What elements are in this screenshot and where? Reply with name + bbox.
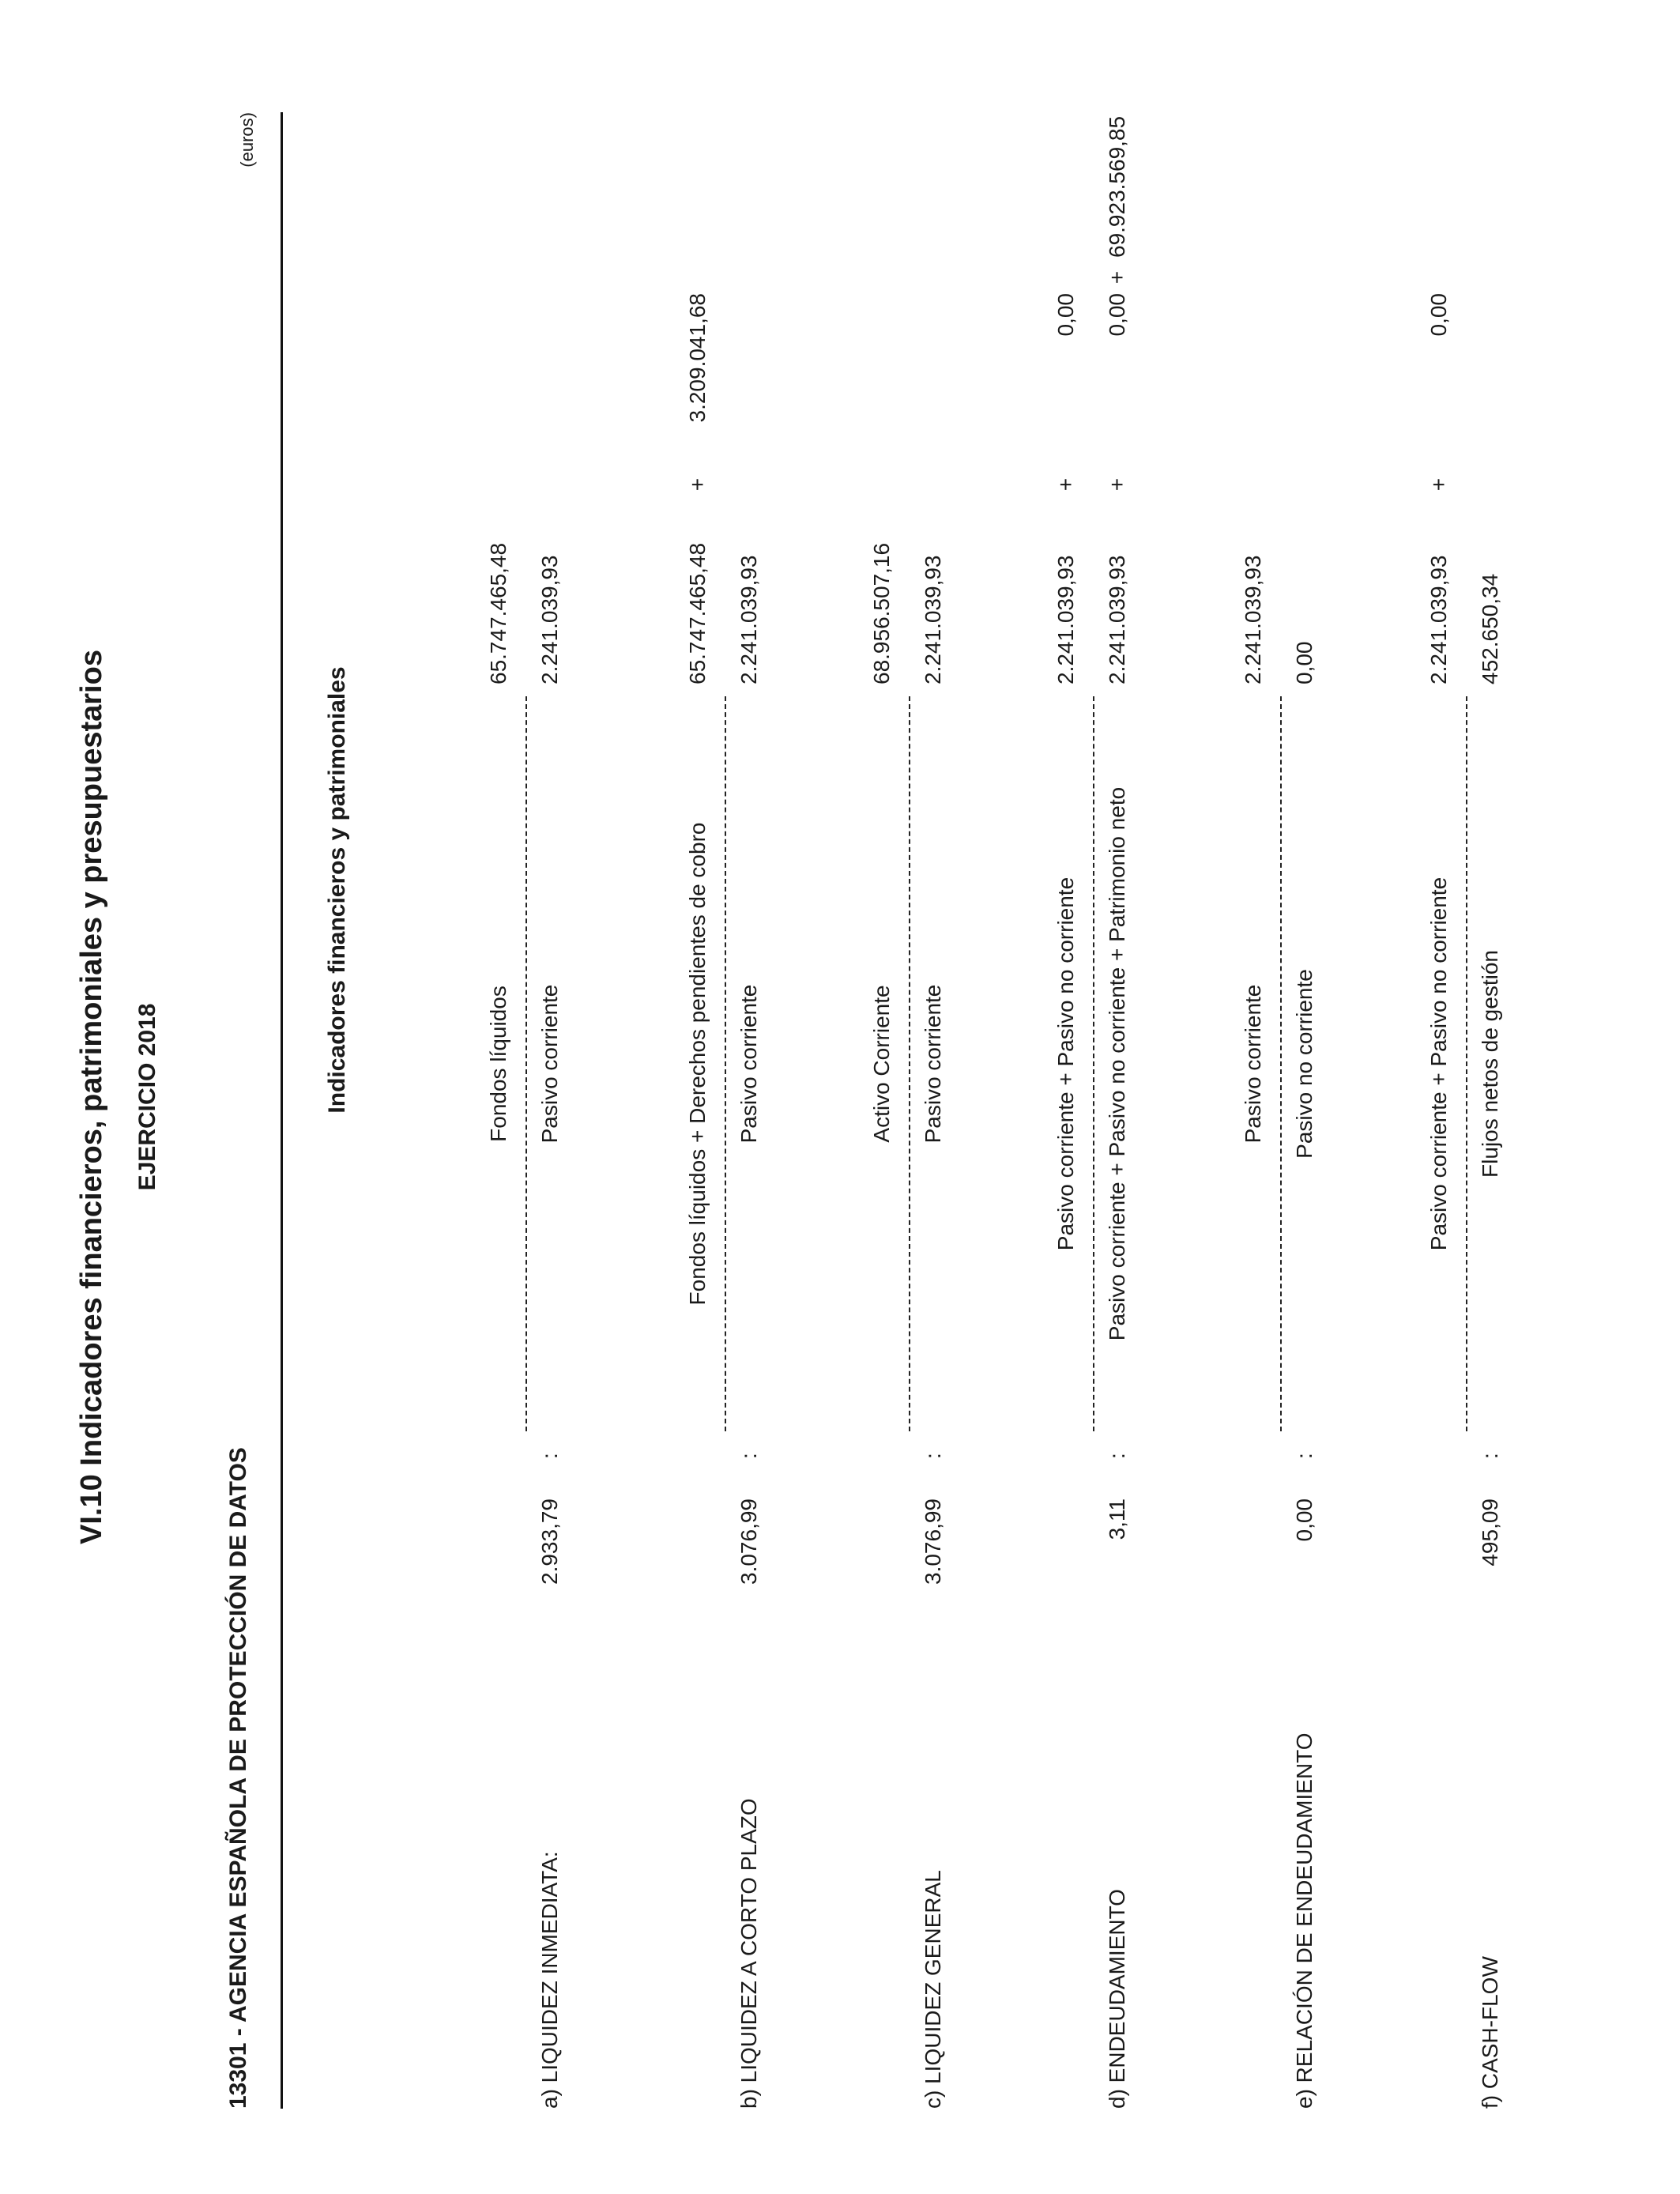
numerator-value: 65.747.465,48 [486,542,510,684]
formula-denominator: Pasivo corriente [736,984,761,1144]
denominator-value: 0,00 [1292,641,1317,684]
numerator-value: 65.747.465,48 [685,542,710,684]
indicator-value: 2.933,79 [537,1498,562,1585]
formula-numerator: Activo Corriente [869,985,894,1143]
document-title: VI.10 Indicadores financieros, patrimoniales y presupuestarios [75,650,108,1544]
fraction-line [725,696,726,1431]
header-rule [281,112,283,2109]
denominator-plus-2: + [1105,270,1129,285]
separator-colon: : [736,1453,761,1459]
formula-numerator: Fondos líquidos + Derechos pendientes de cobro [685,822,710,1306]
formula-denominator: Pasivo corriente + Pasivo no corriente + Patrimonio neto [1105,786,1129,1341]
denominator-value: 452.650,34 [1478,573,1502,684]
denominator-value: 2.241.039,93 [537,555,562,684]
formula-denominator: Pasivo no corriente [1292,969,1317,1159]
separator-colon: : [1292,1453,1317,1459]
denominator-plus: + [1105,477,1129,492]
numerator-value: 2.241.039,93 [1241,555,1265,684]
numerator-value: 68.956.507,16 [869,542,894,684]
indicator-value: 3.076,99 [921,1498,945,1585]
denominator-value: 2.241.039,93 [1105,555,1129,684]
numerator-plus: + [1053,477,1078,492]
numerator-value: 2.241.039,93 [1053,555,1078,684]
numerator-value: 2.241.039,93 [1426,555,1451,684]
indicator-value: 3,11 [1105,1498,1129,1540]
indicator-value: 3.076,99 [736,1498,761,1585]
denominator-value: 2.241.039,93 [921,555,945,684]
denominator-value: 2.241.039,93 [736,555,761,684]
indicator-label: a) LIQUIDEZ INMEDIATA: [537,1851,562,2109]
separator-colon: : [921,1453,945,1459]
numerator-value-2: 3.209.041,68 [685,293,710,423]
indicator-label: c) LIQUIDEZ GENERAL [921,1870,945,2109]
numerator-plus: + [685,477,710,492]
indicator-label: d) ENDEUDAMIENTO [1105,1889,1129,2109]
fraction-line [525,696,527,1431]
separator-colon: : [1105,1453,1129,1459]
fraction-line [1466,696,1467,1431]
formula-denominator: Pasivo corriente [537,984,562,1144]
fraction-line [1280,696,1282,1431]
indicator-label: f) CASH-FLOW [1478,1956,1502,2109]
formula-numerator: Pasivo corriente [1241,984,1265,1144]
formula-numerator: Fondos líquidos [486,986,510,1142]
entity-name: 13301 - AGENCIA ESPAÑOLA DE PROTECCIÓN DE DATOS [225,1447,251,2109]
separator-colon: : [1478,1453,1502,1459]
formula-numerator: Pasivo corriente + Pasivo no corriente [1426,876,1451,1251]
separator-colon: : [537,1453,562,1459]
denominator-value-2: 0,00 [1105,293,1129,337]
numerator-plus: + [1426,477,1451,492]
formula-denominator: Flujos netos de gestión [1478,950,1502,1178]
numerator-value-2: 0,00 [1426,293,1451,337]
indicator-value: 495,09 [1478,1498,1502,1566]
fraction-line [909,696,910,1431]
numerator-value-2: 0,00 [1053,293,1078,337]
formula-denominator: Pasivo corriente [921,984,945,1144]
fiscal-year: EJERCICIO 2018 [134,1003,160,1191]
denominator-value-3: 69.923.569,85 [1105,115,1129,258]
indicator-label: b) LIQUIDEZ A CORTO PLAZO [736,1798,761,2109]
section-title: Indicadores financieros y patrimoniales [324,666,350,1114]
formula-numerator: Pasivo corriente + Pasivo no corriente [1053,876,1078,1251]
fraction-line [1093,696,1094,1431]
indicator-label: e) RELACIÓN DE ENDEUDAMIENTO [1292,1732,1317,2109]
units-note: (euros) [237,112,257,168]
indicator-value: 0,00 [1292,1498,1317,1542]
